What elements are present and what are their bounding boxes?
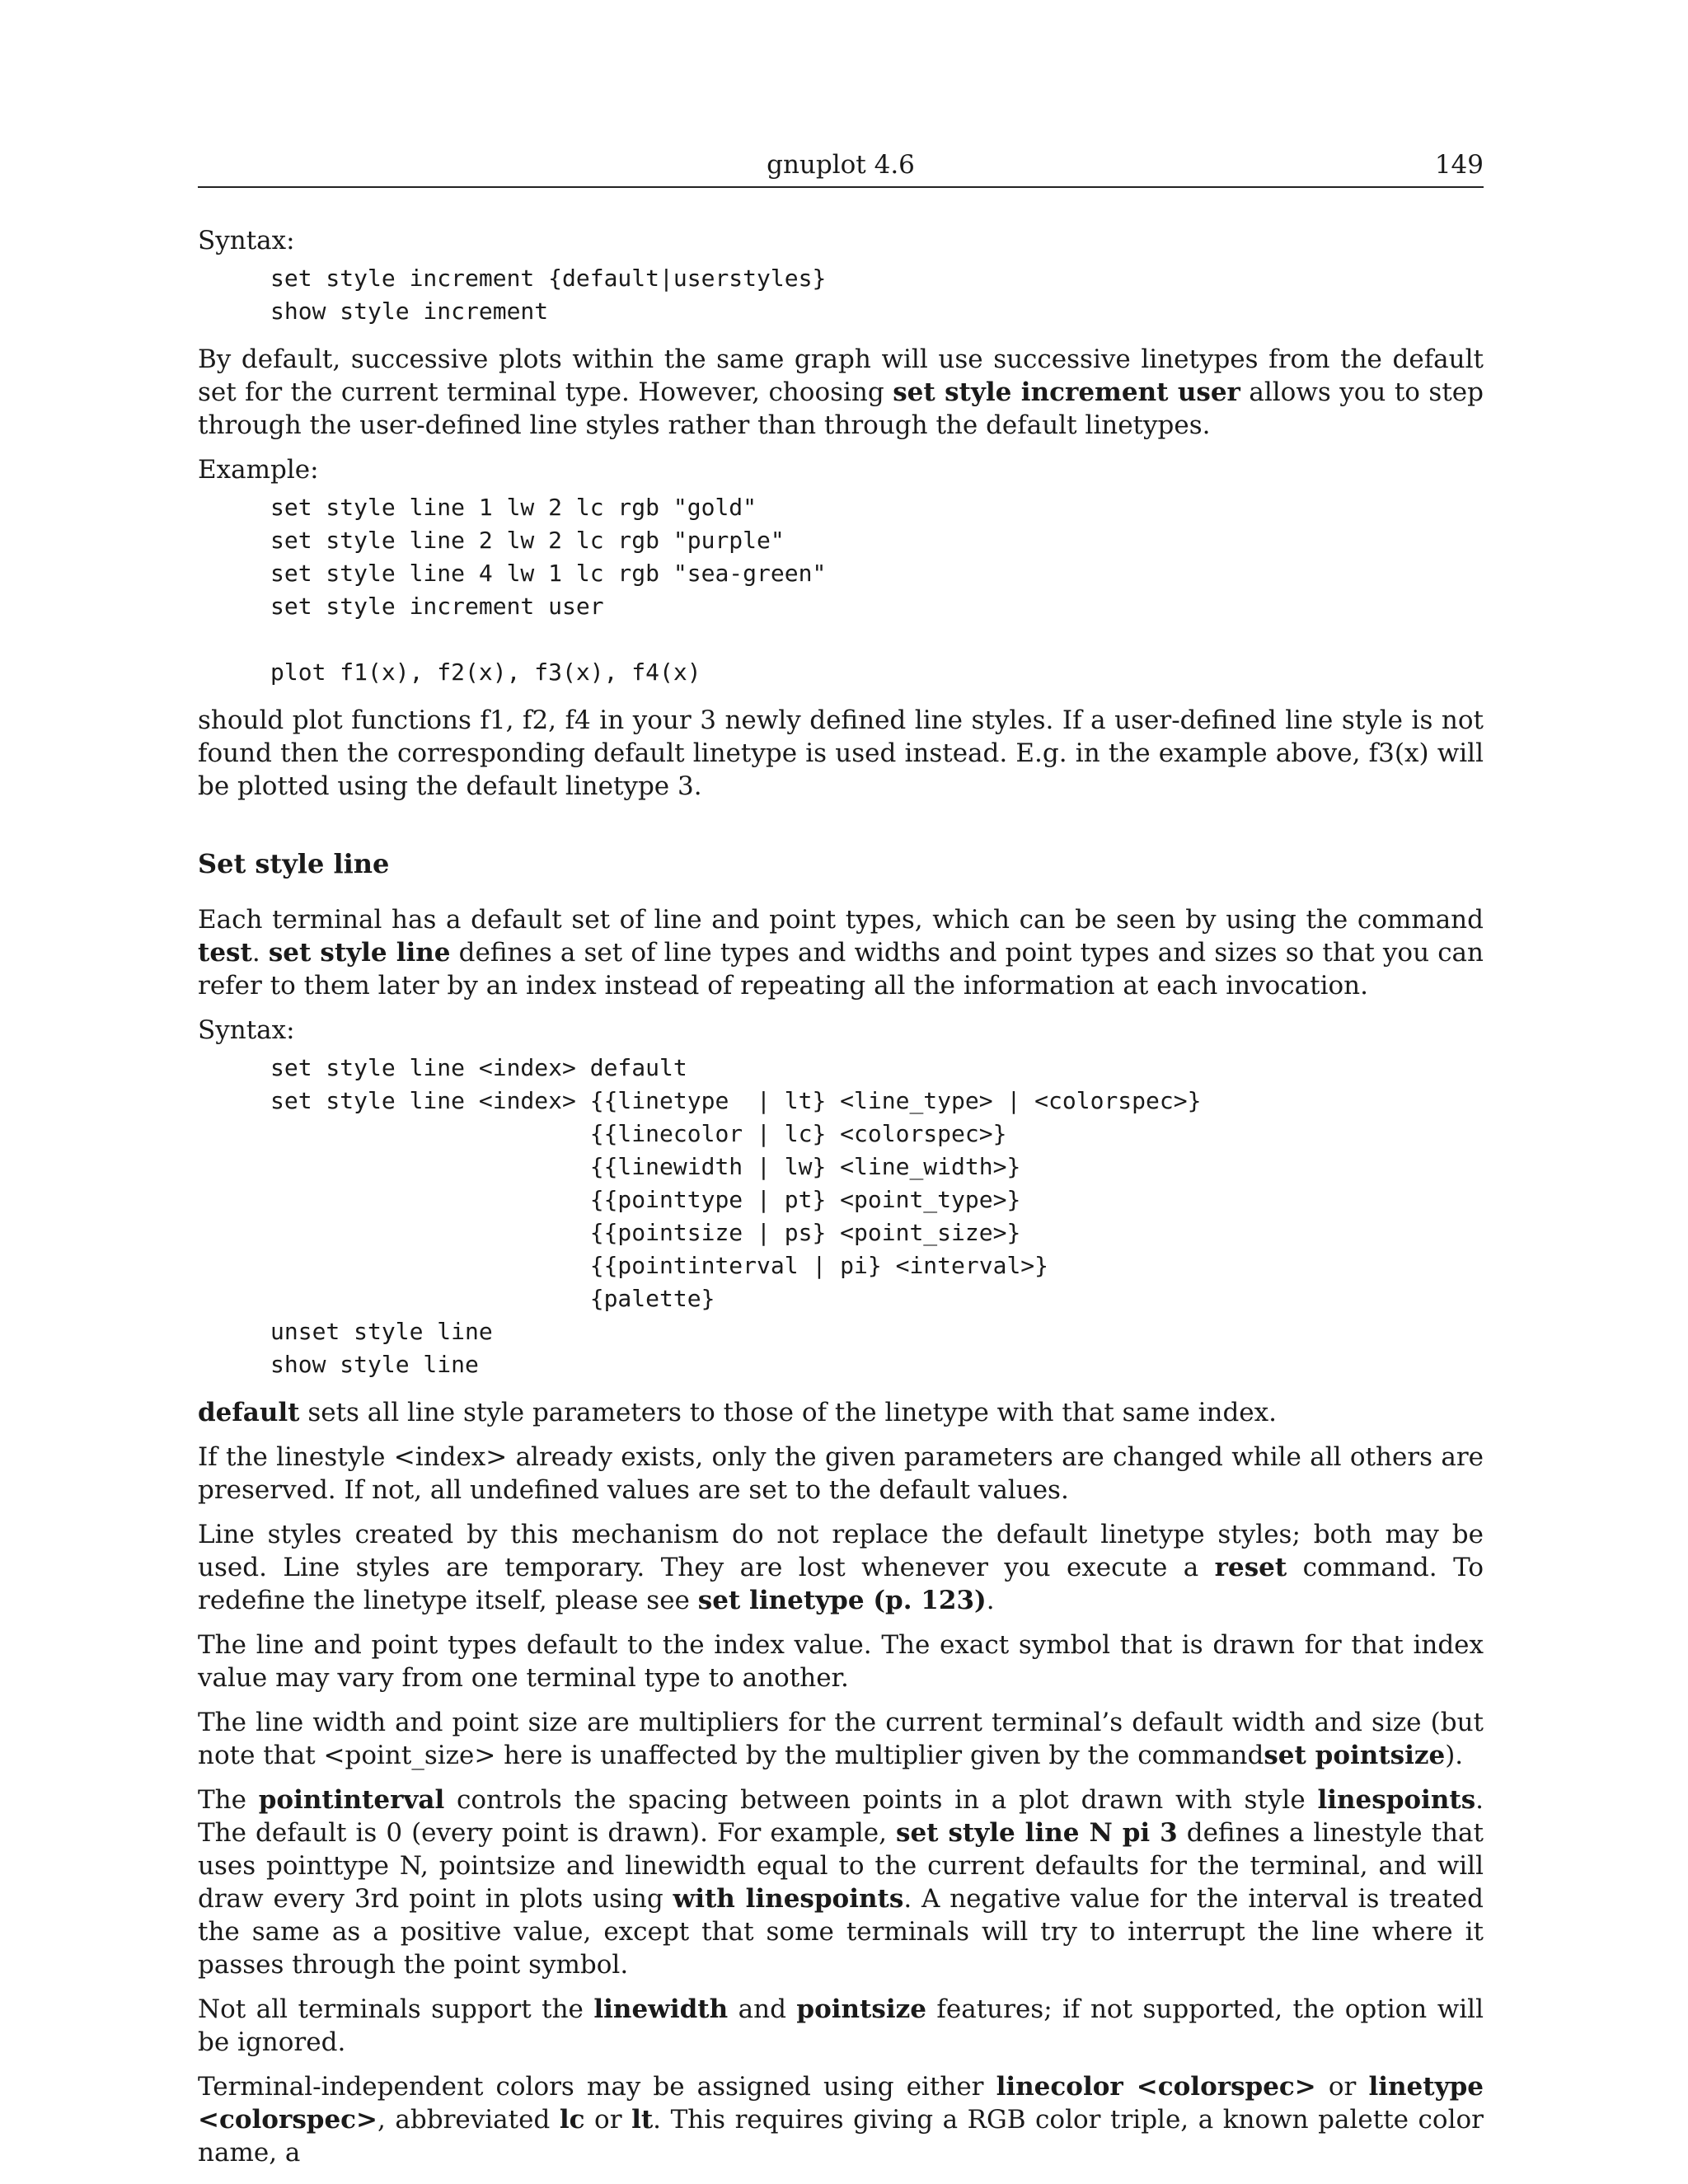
example-label: Example:	[198, 455, 319, 485]
paragraph-existing-index: If the linestyle <index> already exists, only the given parameters are changed while all others are preserved. If not, all undefined values are set to the default values.	[198, 1442, 1484, 1505]
paragraph-terminal-support: Not all terminals support the linewidth and pointsize features; if not supported, the option will be ignored.	[198, 1994, 1484, 2057]
header-title: gnuplot 4.6	[767, 150, 915, 180]
section-heading-set-style-line: Set style line	[198, 848, 390, 879]
running-header	[198, 150, 1484, 188]
paragraph-pointinterval: The pointinterval controls the spacing between points in a plot drawn with style linespoints. The default is 0 (every point is drawn). For example, set style line N pi 3 defines a linestyle that uses pointtype N, pointsize and linewidth equal to the current defaults for the terminal, and will draw every 3rd point in plots using with linespoints. A negative value for the interval is treated the same as a positive value, except that some terminals will try to interrupt the line where it passes through the point symbol.	[198, 1785, 1484, 1980]
paragraph-default: default sets all line style parameters to those of the linetype with that same index.	[198, 1398, 1277, 1427]
paragraph-colors: Terminal-independent colors may be assigned using either linecolor <colorspec> or linetype <colorspec>, abbreviated lc or lt. This requires giving a RGB color triple, a known palette color name, a	[198, 2072, 1484, 2168]
paragraph-multipliers: The line width and point size are multipliers for the current terminal’s default width and size (but note that <point_size> here is unaffected by the multiplier given by the commandset pointsize).	[198, 1708, 1484, 1770]
page-body	[198, 224, 1484, 2169]
paragraph-example-explanation: should plot functions f1, f2, f4 in your 3 newly defined line styles. If a user-defined line style is not found then the corresponding default linetype is used instead. E.g. in the example above, f3(x) will be plotted using the default linetype 3.	[198, 705, 1484, 801]
syntax-code-block: set style increment {default|userstyles} show style increment	[270, 265, 827, 325]
syntax-label-2: Syntax:	[198, 1015, 295, 1045]
syntax-label: Syntax:	[198, 226, 295, 255]
paragraph-style-line-intro: Each terminal has a default set of line and point types, which can be seen by using the command test. set style line defines a set of line types and widths and point types and sizes so that you can refer to them later by an index instead of repeating all the information at each invocation.	[198, 905, 1484, 1001]
paragraph-increment-intro: By default, successive plots within the same graph will use successive linetypes from the default set for the current terminal type. However, choosing set style increment user allows you to step through the user-defined line styles rather than through the default linetypes.	[198, 344, 1484, 440]
page-number: 149	[1434, 150, 1484, 180]
paragraph-default-index: The line and point types default to the index value. The exact symbol that is drawn for that index value may vary from one terminal type to another.	[198, 1630, 1484, 1693]
paragraph-temporary-styles: Line styles created by this mechanism do not replace the default linetype styles; both may be used. Line styles are temporary. They are lost whenever you execute a reset command. To redefine the linetype itself, please see set linetype (p. 123).	[198, 1520, 1484, 1615]
document-page	[198, 150, 1484, 2181]
style-line-syntax-code-block: set style line <index> default set style line <index> {{linetype | lt} <line_type> | <colorspec>} {{linecolor | lc} <colorspec>} {{linewidth | lw} <line_width>} {{pointtype | pt} <point_type>} {{pointsize | ps} <point_size>} {{pointinterval | pi} <interval>} {palette} unset style line show style line	[270, 1054, 1202, 1378]
example-code-block: set style line 1 lw 2 lc rgb "gold" set style line 2 lw 2 lc rgb "purple" set style line 4 lw 1 lc rgb "sea-green" set style increment user plot f1(x), f2(x), f3(x), f4(x)	[270, 494, 827, 686]
